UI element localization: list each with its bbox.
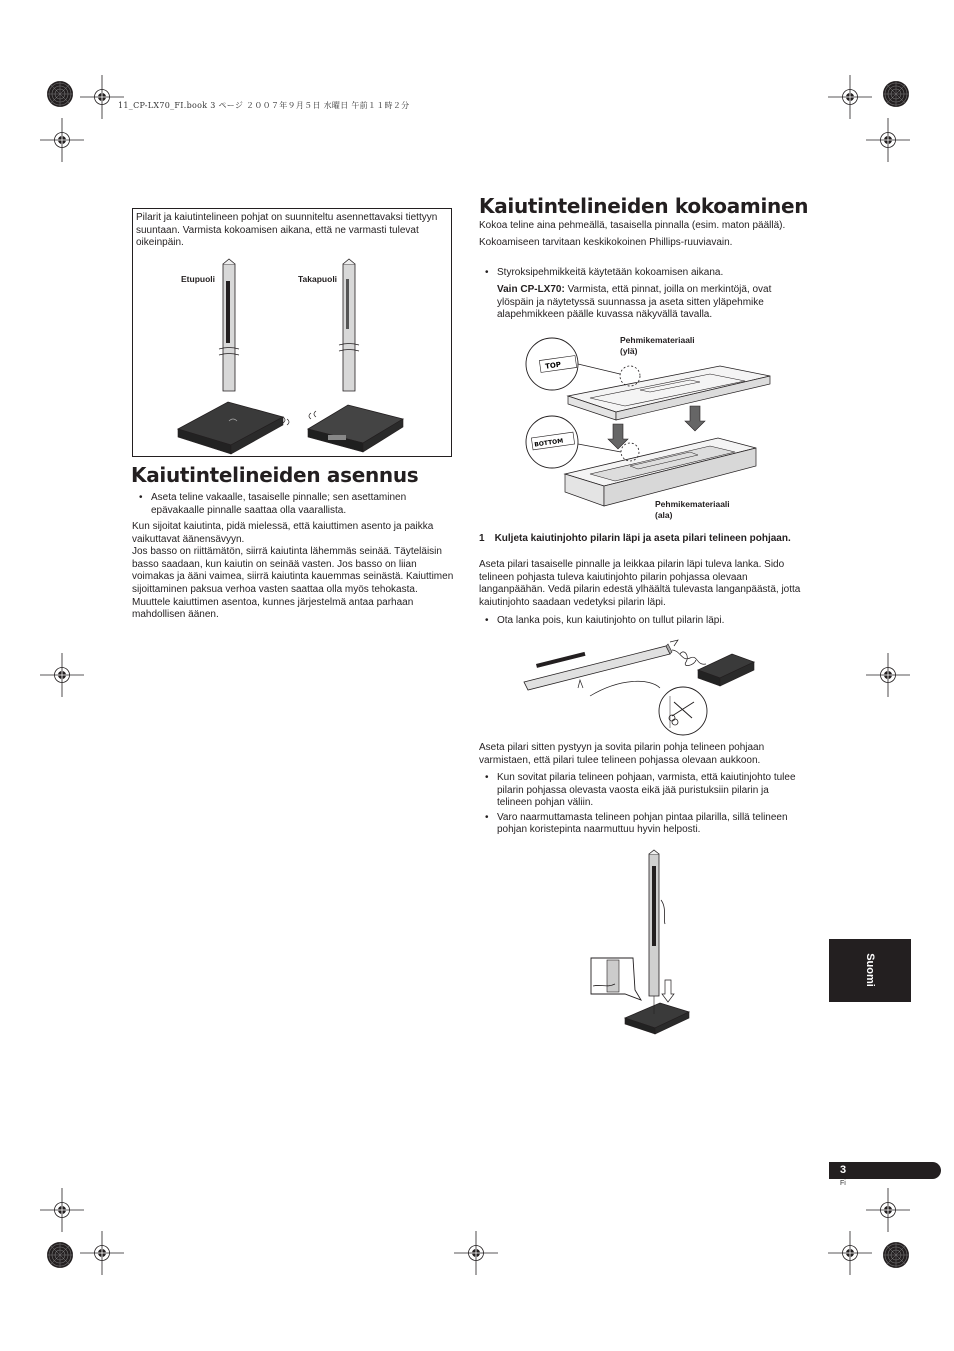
back-side-label: Takapuoli	[298, 274, 338, 284]
bottom-mark-text: BOTTOM	[533, 437, 564, 449]
model-note-text: Varmista, että pinnat, joilla on merkintöjä, ovat ylöspäin ja näytetyssä suunnassa ja aseta sitten yläpehmike alapehmikkeen päälle kuvassa näkyvällä tavalla.	[497, 284, 772, 321]
file-header: 11_CP-LX70_FI.book 3 ページ ２００７年９月５日 水曜日 午前１１時２分	[118, 101, 410, 110]
installation-heading: Kaiutintelineiden asennus	[131, 463, 419, 487]
page-language-code: Fi	[840, 1180, 846, 1187]
list-item: • Kun sovitat pilaria telineen pohjaan, varmista, että kaiutinjohto tulee pilarin pohjassa olevasta vaosta eikä jää puristuksiin pilarin ja telineen pohjan väliin.	[479, 772, 801, 810]
paragraph: Kokoamiseen tarvitaan keskikokoinen Phillips-ruuviavain.	[479, 236, 733, 248]
step-title: Kuljeta kaiutinjohto pilarin läpi ja aseta pilari telineen pohjaan.	[494, 533, 791, 544]
top-mark-text: TOP	[544, 360, 562, 371]
pillar-fit-text: Aseta pilari sitten pystyyn ja sovita pilarin pohja telineen pohjaan varmistaen, että pilari tulee telineen pohjassa olevaan aukkoon.	[479, 742, 765, 766]
orientation-note: Pilarit ja kaiutintelineen pohjat on suunniteltu asennettavaksi tiettyyn suuntaan. Varmista kokoamisen aikana, että ne varmasti tulevat oikeinpäin.	[136, 212, 438, 249]
language-tab	[829, 939, 911, 1002]
wire-pulling-illustration	[520, 636, 760, 736]
wire-bullets	[479, 615, 801, 628]
paragraph: Jos basso on riittämätön, siirrä kaiutinta lähemmäs seinää. Täyteläisin basso saadaan, kun kaiutin on seinää vasten. Jos basso on liian voimakas ja ääni vaimea, siirrä kaiutinta kauemmas seinästä. Kaiuttimen sijoittaminen paksua verhoa vasten saattaa olla myös tehokasta.	[132, 546, 454, 595]
assembly-intro	[479, 220, 799, 249]
orientation-figure-box	[132, 208, 452, 457]
page-number: 3	[840, 1164, 847, 1176]
installation-text	[132, 521, 454, 622]
paragraph: Kokoa teline aina pehmeällä, tasaisella pinnalla (esim. maton päällä).	[479, 220, 786, 231]
model-note-label: Vain CP-LX70:	[497, 284, 565, 295]
foam-top-label: Pehmikemateriaali (ylä)	[620, 335, 695, 356]
list-item: • Aseta teline vakaalle, tasaiselle pinnalle; sen asettaminen epävakaalle pinnalle saattaa olla vaarallista.	[133, 492, 455, 517]
list-item: • Varo naarmuttamasta telineen pohjan pintaa pilarilla, sillä telineen pohjan koristepinta naarmuttuu hyvin helposti.	[479, 812, 801, 837]
page-number-bar	[829, 1162, 941, 1179]
step-1-heading	[479, 533, 799, 546]
foam-bottom-label: Pehmikemateriaali (ala)	[655, 499, 730, 520]
pillar-base-illustration	[133, 209, 451, 456]
installation-bullets	[133, 492, 455, 517]
paragraph: Muuttele kaiuttimen asentoa, kunnes järjestelmä antaa parhaan mahdollisen äänen.	[132, 596, 414, 621]
paragraph: Kun sijoitat kaiutinta, pidä mielessä, että kaiuttimen asento ja paikka vaikuttavat äänensävyyn.	[132, 521, 434, 545]
fit-bullets	[479, 772, 801, 837]
list-item: • Ota lanka pois, kun kaiutinjohto on tullut pilarin läpi.	[479, 615, 801, 628]
assembly-heading: Kaiutintelineiden kokoaminen	[479, 194, 809, 218]
step-1-text: Aseta pilari tasaiselle pinnalle ja leikkaa pilarin läpi tuleva lanka. Sido telineen pohjasta tuleva kaiutinjohto pilarin pohjassa olevaan langanpäähän. Vedä pilarin edestä ylhäältä tulevasta langanpäästä, jotta kaiutinjohto saadaan vedetyksi pilarin läpi.	[479, 559, 801, 608]
front-side-label: Etupuoli	[181, 274, 215, 284]
model-note	[497, 284, 802, 322]
list-item: • Styroksipehmikkeitä käytetään kokoamisen aikana.	[479, 267, 801, 280]
step-number: 1	[479, 533, 485, 544]
pillar-assembly-illustration	[585, 848, 695, 1038]
language-tab-label: Suomi	[864, 953, 876, 987]
foam-bullets	[479, 267, 801, 280]
